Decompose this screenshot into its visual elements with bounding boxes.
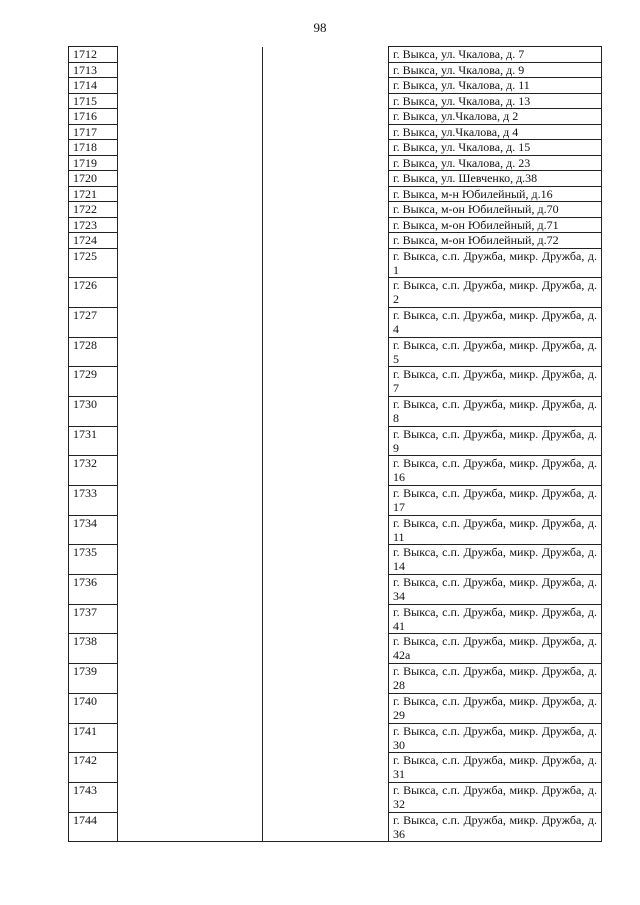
- row-number: 1744: [69, 812, 118, 842]
- table-row: [69, 171, 602, 187]
- empty-cell: [263, 782, 389, 812]
- empty-cell: [118, 426, 263, 456]
- empty-cell: [263, 426, 389, 456]
- table-row: [69, 664, 602, 694]
- table-row: [69, 753, 602, 783]
- empty-cell: [263, 233, 389, 249]
- empty-cell: [118, 171, 263, 187]
- table-row: [69, 723, 602, 753]
- row-number: 1731: [69, 426, 118, 456]
- table-row: [69, 47, 602, 63]
- empty-cell: [263, 753, 389, 783]
- empty-cell: [118, 486, 263, 516]
- row-number: 1724: [69, 233, 118, 249]
- empty-cell: [118, 78, 263, 94]
- row-number: 1714: [69, 78, 118, 94]
- empty-cell: [118, 634, 263, 664]
- empty-cell: [118, 575, 263, 605]
- empty-cell: [263, 248, 389, 278]
- address-cell: г. Выкса, с.п. Дружба, микр. Дружба, д. 5: [389, 337, 602, 367]
- row-number: 1729: [69, 367, 118, 397]
- empty-cell: [263, 109, 389, 125]
- empty-cell: [118, 337, 263, 367]
- address-cell: г. Выкса, с.п. Дружба, микр. Дружба, д. 9: [389, 426, 602, 456]
- table-row: [69, 515, 602, 545]
- empty-cell: [118, 515, 263, 545]
- address-cell: г. Выкса, ул. Чкалова, д. 13: [389, 93, 602, 109]
- table-row: [69, 93, 602, 109]
- row-number: 1734: [69, 515, 118, 545]
- row-number: 1743: [69, 782, 118, 812]
- empty-cell: [118, 367, 263, 397]
- address-cell: г. Выкса, ул.Чкалова, д 4: [389, 124, 602, 140]
- empty-cell: [118, 278, 263, 308]
- row-number: 1733: [69, 486, 118, 516]
- table-row: [69, 248, 602, 278]
- empty-cell: [118, 62, 263, 78]
- table-row: [69, 575, 602, 605]
- table-row: [69, 307, 602, 337]
- address-cell: г. Выкса, м-он Юбилейный, д.71: [389, 217, 602, 233]
- address-cell: г. Выкса, ул. Чкалова, д. 7: [389, 47, 602, 63]
- empty-cell: [263, 396, 389, 426]
- empty-cell: [118, 753, 263, 783]
- table-row: [69, 140, 602, 156]
- row-number: 1722: [69, 202, 118, 218]
- empty-cell: [118, 723, 263, 753]
- table-row: [69, 604, 602, 634]
- empty-cell: [118, 248, 263, 278]
- empty-cell: [263, 486, 389, 516]
- address-cell: г. Выкса, с.п. Дружба, микр. Дружба, д. 29: [389, 693, 602, 723]
- address-cell: г. Выкса, ул. Чкалова, д. 9: [389, 62, 602, 78]
- row-number: 1712: [69, 47, 118, 63]
- address-cell: г. Выкса, м-н Юбилейный, д.16: [389, 186, 602, 202]
- address-cell: г. Выкса, с.п. Дружба, микр. Дружба, д. 41: [389, 604, 602, 634]
- address-cell: г. Выкса, ул. Чкалова, д. 23: [389, 155, 602, 171]
- table-row: [69, 124, 602, 140]
- empty-cell: [118, 307, 263, 337]
- row-number: 1732: [69, 456, 118, 486]
- empty-cell: [118, 186, 263, 202]
- row-number: 1735: [69, 545, 118, 575]
- address-cell: г. Выкса, с.п. Дружба, микр. Дружба, д. 11: [389, 515, 602, 545]
- row-number: 1716: [69, 109, 118, 125]
- empty-cell: [118, 396, 263, 426]
- empty-cell: [263, 664, 389, 694]
- address-cell: г. Выкса, с.п. Дружба, микр. Дружба, д. 34: [389, 575, 602, 605]
- address-cell: г. Выкса, с.п. Дружба, микр. Дружба, д. 4: [389, 307, 602, 337]
- table-row: [69, 202, 602, 218]
- row-number: 1717: [69, 124, 118, 140]
- empty-cell: [263, 634, 389, 664]
- empty-cell: [118, 109, 263, 125]
- address-cell: г. Выкса, с.п. Дружба, микр. Дружба, д. 28: [389, 664, 602, 694]
- table-row: [69, 456, 602, 486]
- row-number: 1741: [69, 723, 118, 753]
- row-number: 1739: [69, 664, 118, 694]
- empty-cell: [263, 93, 389, 109]
- row-number: 1720: [69, 171, 118, 187]
- table-row: [69, 62, 602, 78]
- row-number: 1730: [69, 396, 118, 426]
- empty-cell: [263, 155, 389, 171]
- table-row: [69, 545, 602, 575]
- empty-cell: [118, 664, 263, 694]
- empty-cell: [118, 693, 263, 723]
- table-row: [69, 78, 602, 94]
- empty-cell: [118, 47, 263, 63]
- address-cell: г. Выкса, с.п. Дружба, микр. Дружба, д. 7: [389, 367, 602, 397]
- table-row: [69, 782, 602, 812]
- empty-cell: [263, 812, 389, 842]
- address-cell: г. Выкса, ул.Чкалова, д 2: [389, 109, 602, 125]
- empty-cell: [263, 78, 389, 94]
- address-cell: г. Выкса, с.п. Дружба, микр. Дружба, д. 2: [389, 278, 602, 308]
- address-cell: г. Выкса, ул. Чкалова, д. 11: [389, 78, 602, 94]
- row-number: 1725: [69, 248, 118, 278]
- table-row: [69, 426, 602, 456]
- address-table-body: [69, 47, 602, 842]
- address-cell: г. Выкса, ул. Шевченко, д.38: [389, 171, 602, 187]
- empty-cell: [263, 545, 389, 575]
- empty-cell: [263, 575, 389, 605]
- empty-cell: [118, 217, 263, 233]
- empty-cell: [263, 186, 389, 202]
- address-cell: г. Выкса, с.п. Дружба, микр. Дружба, д. 36: [389, 812, 602, 842]
- address-cell: г. Выкса, м-он Юбилейный, д.70: [389, 202, 602, 218]
- table-row: [69, 693, 602, 723]
- table-row: [69, 634, 602, 664]
- table-row: [69, 337, 602, 367]
- empty-cell: [118, 93, 263, 109]
- empty-cell: [263, 171, 389, 187]
- empty-cell: [263, 47, 389, 63]
- address-cell: г. Выкса, с.п. Дружба, микр. Дружба, д. 30: [389, 723, 602, 753]
- empty-cell: [118, 604, 263, 634]
- empty-cell: [118, 202, 263, 218]
- row-number: 1719: [69, 155, 118, 171]
- address-cell: г. Выкса, м-он Юбилейный, д.72: [389, 233, 602, 249]
- table-row: [69, 155, 602, 171]
- table-row: [69, 217, 602, 233]
- table-row: [69, 186, 602, 202]
- address-cell: г. Выкса, с.п. Дружба, микр. Дружба, д. 17: [389, 486, 602, 516]
- empty-cell: [118, 155, 263, 171]
- empty-cell: [263, 217, 389, 233]
- empty-cell: [263, 456, 389, 486]
- row-number: 1742: [69, 753, 118, 783]
- table-row: [69, 812, 602, 842]
- address-cell: г. Выкса, с.п. Дружба, микр. Дружба, д. 31: [389, 753, 602, 783]
- address-cell: г. Выкса, с.п. Дружба, микр. Дружба, д. 16: [389, 456, 602, 486]
- address-cell: г. Выкса, с.п. Дружба, микр. Дружба, д. 8: [389, 396, 602, 426]
- row-number: 1715: [69, 93, 118, 109]
- empty-cell: [263, 124, 389, 140]
- table-row: [69, 396, 602, 426]
- table-row: [69, 233, 602, 249]
- address-cell: г. Выкса, с.п. Дружба, микр. Дружба, д. 32: [389, 782, 602, 812]
- row-number: 1738: [69, 634, 118, 664]
- row-number: 1718: [69, 140, 118, 156]
- empty-cell: [118, 140, 263, 156]
- empty-cell: [118, 812, 263, 842]
- address-table: [68, 46, 602, 842]
- row-number: 1727: [69, 307, 118, 337]
- empty-cell: [118, 456, 263, 486]
- address-cell: г. Выкса, ул. Чкалова, д. 15: [389, 140, 602, 156]
- empty-cell: [263, 515, 389, 545]
- empty-cell: [263, 278, 389, 308]
- row-number: 1740: [69, 693, 118, 723]
- address-cell: г. Выкса, с.п. Дружба, микр. Дружба, д. 14: [389, 545, 602, 575]
- row-number: 1736: [69, 575, 118, 605]
- empty-cell: [118, 124, 263, 140]
- table-row: [69, 367, 602, 397]
- empty-cell: [263, 62, 389, 78]
- row-number: 1723: [69, 217, 118, 233]
- row-number: 1721: [69, 186, 118, 202]
- row-number: 1737: [69, 604, 118, 634]
- empty-cell: [118, 782, 263, 812]
- empty-cell: [263, 337, 389, 367]
- empty-cell: [263, 307, 389, 337]
- empty-cell: [263, 140, 389, 156]
- empty-cell: [263, 604, 389, 634]
- empty-cell: [263, 367, 389, 397]
- empty-cell: [118, 233, 263, 249]
- empty-cell: [263, 693, 389, 723]
- address-cell: г. Выкса, с.п. Дружба, микр. Дружба, д. 42а: [389, 634, 602, 664]
- row-number: 1726: [69, 278, 118, 308]
- table-row: [69, 109, 602, 125]
- row-number: 1713: [69, 62, 118, 78]
- empty-cell: [263, 202, 389, 218]
- page-number: 98: [313, 20, 327, 35]
- address-cell: г. Выкса, с.п. Дружба, микр. Дружба, д. 1: [389, 248, 602, 278]
- empty-cell: [263, 723, 389, 753]
- table-row: [69, 278, 602, 308]
- empty-cell: [118, 545, 263, 575]
- table-row: [69, 486, 602, 516]
- row-number: 1728: [69, 337, 118, 367]
